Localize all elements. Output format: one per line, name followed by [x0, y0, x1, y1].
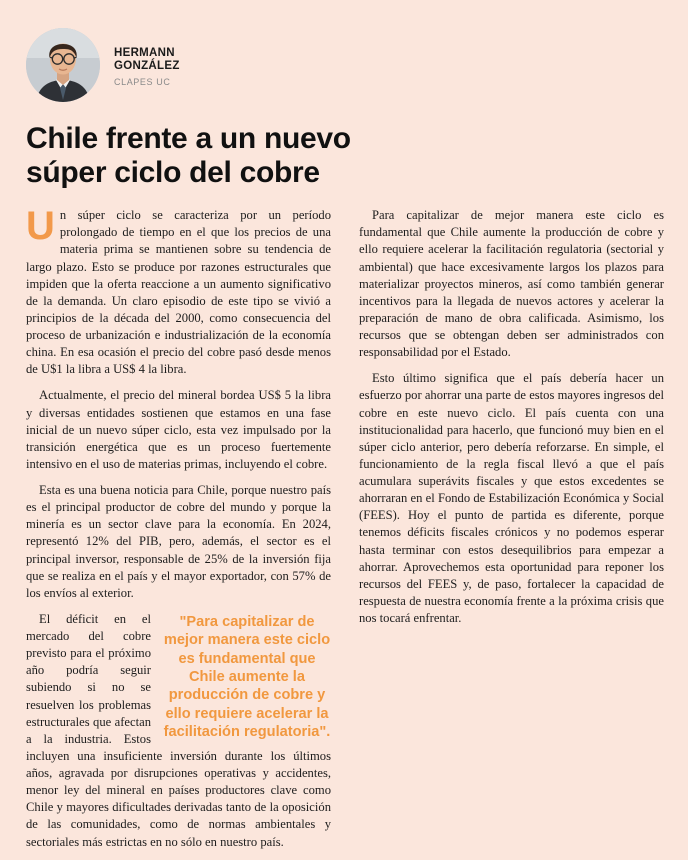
paragraph: [26, 204, 331, 378]
drop-cap: U: [26, 204, 55, 249]
paragraph: Para capitalizar de mejor manera este ciclo es fundamental que Chile aumente la producción de cobre y ello requiere acelerar la facilitación regulatoria (sectorial y ambiental) que hace excesivamente largos los plazos para materializar proyectos mineros, así como también generar incentivos para la llegada de nuevos actores y acelerar la preparación de mano de obra calificada. Asimismo, los recursos que se obtengan deben ser administrados con responsabilidad por el Estado.: [359, 208, 664, 360]
author-name: [114, 47, 180, 73]
author-organization: CLAPES UC: [114, 77, 171, 88]
author-avatar: [26, 28, 100, 102]
author-name-line2: GONZÁLEZ: [114, 59, 180, 72]
paragraph-text: n súper ciclo se caracteriza por un período prolongado de tiempo en el que los precios de una materia prima se mantienen sobre su tendencia de largo plazo. Esto se produce por razones estructurales que impiden que la oferta reaccione a un aumento significativo de la demanda. Un claro episodio de este tipo se vivió a principios de la década del 2000, como consecuencia del proceso de urbanización e industrialización de la economía china. En esa ocasión el precio del cobre pasó desde menos de U$1 la libra a US$ 4 la libra.: [26, 208, 331, 377]
pull-quote: "Para capitalizar de mejor manera este ciclo es fundamental que Chile aumente la producción de cobre y ello requiere acelerar la facilitación regulatoria".: [163, 613, 331, 741]
byline-text: [114, 43, 180, 88]
headline-line-1: Chile frente a un nuevo: [26, 122, 351, 155]
paragraph: Actualmente, el precio del mineral bordea US$ 5 la libra y diversas entidades sostienen que estamos en una fase inicial de un nuevo súper ciclo, esta vez impulsado por la transición energética que es un proceso fuertemente intensivo en el uso de materias primas, incluyendo el cobre.: [26, 388, 331, 471]
paragraph: Esta es una buena noticia para Chile, porque nuestro país es el principal productor de cobre del mundo y porque la minería es un sector clave para la economía. En 2024, representó 12% del PIB, pero, además, el sector es el principal inversor, responsable de 25% de la inversión fija que se realiza en el país y el mayor exportador, con 57% de los envíos al exterior.: [26, 483, 331, 600]
paragraph: El déficit en el mercado del cobre previsto para el próximo año podría seguir subiendo si no se resuelven los problemas estructurales que afectan a la industria. Estos incluyen una insuficiente inversión durante los últimos años, agravada por disrupciones operativas y accidentes, menor ley del mineral en países productores clave como Chile y mayores dificultades derivadas tanto de la oposición de las comunidades, como de normas ambientales y sectoriales más estrictas en no sólo en nuestro país.: [26, 611, 331, 849]
author-name-line1: HERMANN: [114, 46, 175, 59]
byline: [26, 22, 662, 108]
paragraph: Esto último significa que el país debería hacer un esfuerzo por ahorrar una parte de estos mayores ingresos del cobre en este nuevo ciclo. El país cuenta con una institucionalidad para hacerlo, que funcionó muy bien en el súper ciclo anterior, pero debería reforzarse. En simple, el funcionamiento de la regla fiscal llevó a que el país acumulara superávits fiscales y que estos excedentes se ahorraran en el Fondo de Estabilización Económica y Social (FEES). Hoy el punto de partida es diferente, porque tenemos déficits fiscales crónicos y no podemos esperar hasta terminar con estos desequilibrios para empezar a ahorrar. Aprovechemos esta oportunidad para reponer los recursos del FEES y, de paso, fortalecer la capacidad de respuesta de nuestra economía frente a la próxima crisis que nos tocará enfrentar.: [359, 371, 664, 626]
right-column: [359, 207, 664, 636]
left-column: [26, 204, 331, 860]
page-title: [26, 122, 662, 189]
headline-line-2: súper ciclo del cobre: [26, 155, 320, 189]
article-columns: [26, 204, 664, 860]
